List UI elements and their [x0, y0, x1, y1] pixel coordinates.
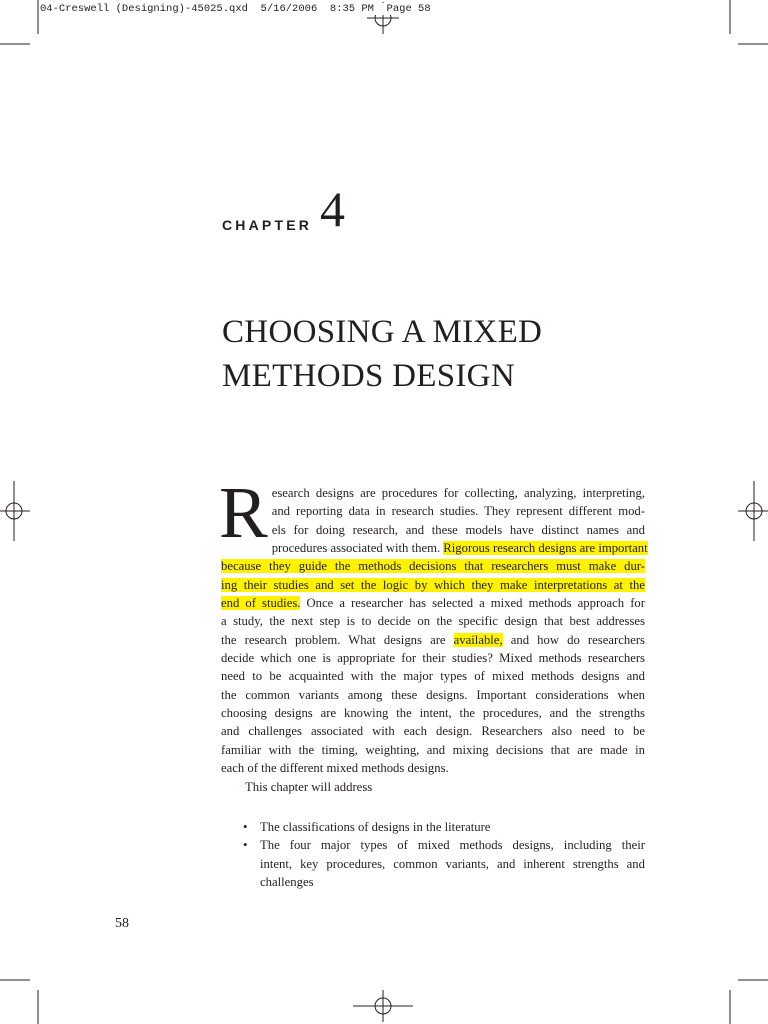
body-text-span: procedures associated with them.: [271, 541, 444, 556]
body-line: familiar with the timing, weighting, and mixing decisions that are made in: [221, 742, 645, 757]
body-line: the common variants among these designs. Important considerations when: [221, 687, 645, 702]
body-line: choosing designs are knowing the intent, the procedures, and the strengths: [221, 706, 645, 721]
highlighted-text: Rigorous research designs are important: [443, 541, 648, 556]
page-number: 58: [115, 916, 129, 931]
list-item-text: The four major types of mixed methods designs, including their: [260, 838, 645, 853]
body-line: [221, 557, 645, 575]
body-text-span: Once a researcher has selected a mixed methods approach for: [300, 596, 645, 611]
body-line: decide which one is appropriate for their studies? Mixed methods researchers: [221, 651, 645, 666]
list-item-text: intent, key procedures, common variants, and inherent strengths and: [260, 856, 645, 871]
highlighted-text: available,: [453, 632, 503, 647]
chapter-title: [222, 310, 652, 398]
registration-mark-right: [738, 481, 768, 541]
list-item: [221, 836, 645, 891]
highlighted-text: end of studies.: [221, 596, 301, 611]
body-line: [221, 631, 645, 649]
body-line: need to be acquainted with the major types of mixed methods designs and: [221, 669, 645, 684]
body-line: els for doing research, and these models have distinct names and: [271, 522, 645, 537]
list-item-text: challenges: [260, 874, 314, 889]
chapter-title-line-1: CHOOSING A MIXED: [222, 314, 543, 350]
registration-mark-left: [0, 481, 30, 541]
bullet-icon: •: [243, 838, 248, 853]
body-line: a study, the next step is to decide on the specific design that best addresses: [221, 614, 645, 629]
body-line: and challenges associated with each design. Researchers also need to be: [221, 724, 645, 739]
list-item: [221, 818, 645, 836]
list-item-text: The classifications of designs in the literature: [260, 819, 491, 834]
body-line: [221, 576, 645, 594]
body-line: This chapter will address: [245, 779, 373, 794]
drop-cap: R: [219, 472, 268, 553]
body-line: esearch designs are procedures for collecting, analyzing, interpreting,: [271, 486, 645, 500]
bullet-icon: •: [243, 819, 248, 834]
body-line: [221, 594, 645, 612]
chapter-title-line-2: METHODS DESIGN: [222, 358, 515, 394]
chapter-label: CHAPTER: [222, 217, 313, 233]
body-line: each of the different mixed methods designs.: [221, 761, 449, 776]
body-text-span: and how do researchers: [502, 632, 645, 647]
highlighted-text: ing their studies and set the logic by which they make interpretations at the: [221, 577, 645, 592]
body-line: and reporting data in research studies. They represent different mod-: [271, 504, 645, 519]
body-text: [219, 472, 648, 891]
bullet-list: [221, 818, 645, 891]
printer-slug: 04-Creswell (Designing)-45025.qxd 5/16/2006 8:35 PM Page 58: [40, 3, 431, 15]
body-text-span: the research problem. What designs are: [221, 632, 454, 647]
chapter-number: 4: [320, 181, 345, 237]
body-line: [221, 539, 648, 557]
highlighted-text: because they guide the methods decisions that researchers must make dur-: [221, 559, 645, 574]
registration-mark-bottom: [353, 990, 413, 1022]
